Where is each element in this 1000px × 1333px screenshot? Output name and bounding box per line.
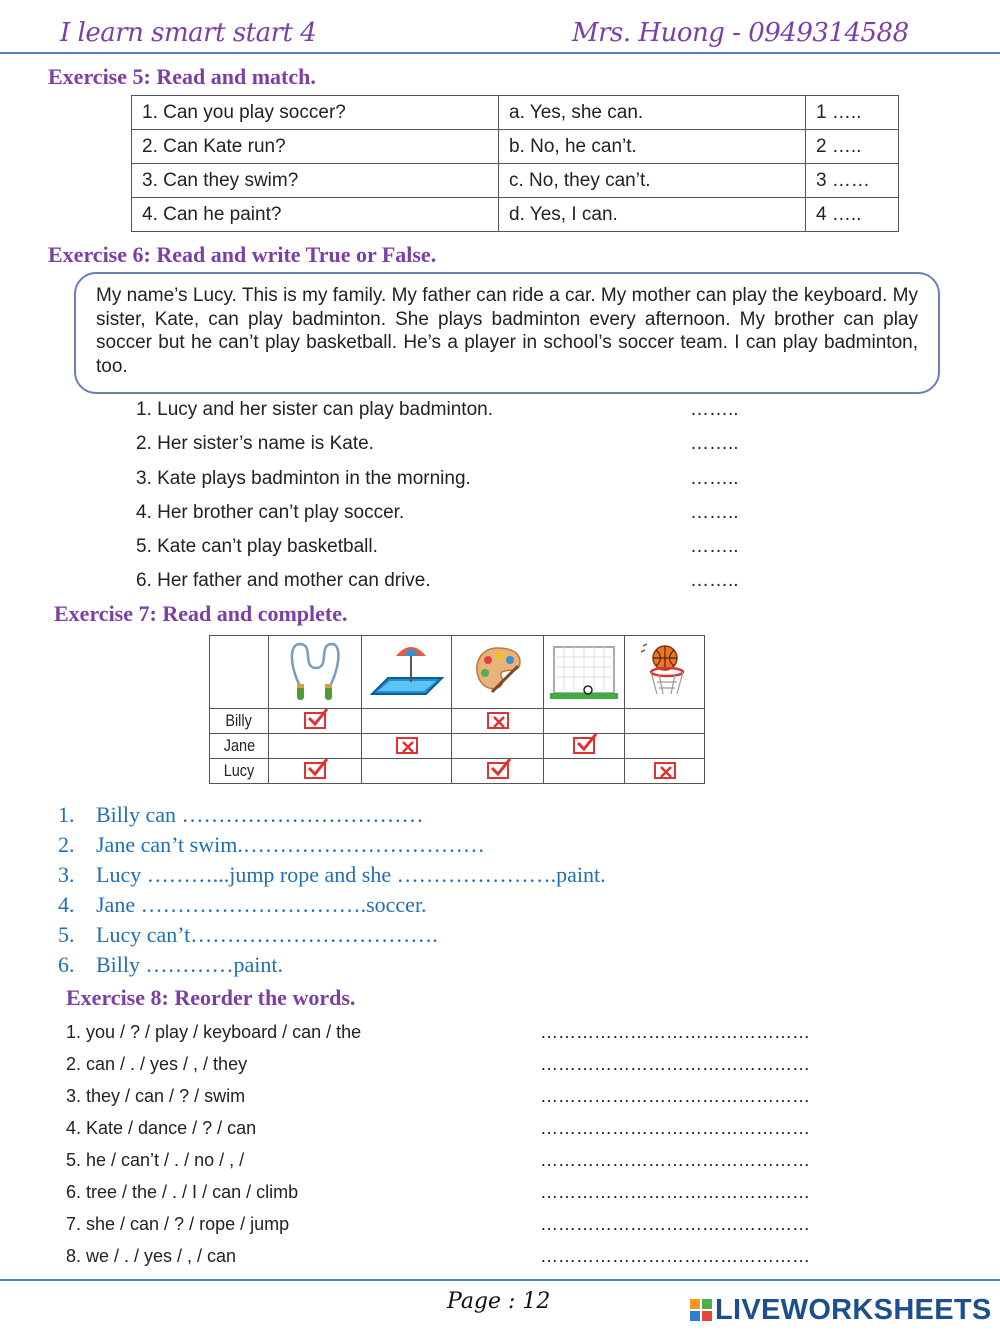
grid-cell — [269, 709, 362, 734]
table-row — [132, 96, 899, 130]
exercise-5-title: Exercise 5: Read and match. — [48, 64, 316, 89]
reading-passage: My name’s Lucy. This is my family. My father can ride a car. My mother can play the keyboard. My sister, Kate, can play badminton. She plays badminton every afternoon. My brother can play soccer but he can’t play basketball. He’s a player in school’s soccer team. I can play badminton, too. — [74, 272, 940, 394]
brand-text: LIVEWORKSHEETS — [715, 1294, 992, 1326]
check-mark-icon — [487, 762, 509, 779]
scrambled-words: 4. Kate / dance / ? / can — [66, 1118, 257, 1138]
grid-cell — [452, 734, 544, 759]
empty-corner-cell — [210, 636, 269, 709]
exercise-8-title: Exercise 8: Reorder the words. — [66, 985, 356, 1010]
sentence-number: 6. — [58, 952, 75, 977]
grid-cell — [362, 709, 452, 734]
cross-mark-icon — [396, 737, 418, 754]
true-false-item — [136, 502, 756, 524]
student-name-cell — [210, 734, 269, 759]
table-row — [132, 130, 899, 164]
scrambled-words: 7. she / can / ? / rope / jump — [66, 1214, 290, 1234]
reorder-item — [66, 1086, 810, 1107]
sentence-number: 1. — [58, 802, 75, 827]
true-false-item — [136, 433, 756, 455]
question-cell: 3. Can they swim? — [132, 164, 499, 198]
answer-blank[interactable]: …….. — [690, 536, 739, 557]
grid-row-jane — [210, 734, 705, 759]
check-mark-icon — [573, 737, 595, 754]
header-left-title: I learn smart start 4 — [60, 18, 317, 48]
table-row — [132, 198, 899, 232]
reorder-item — [66, 1150, 810, 1171]
true-false-item — [136, 399, 756, 421]
completion-sentence[interactable] — [58, 862, 606, 888]
match-blank-cell[interactable]: 3 …… — [806, 164, 899, 198]
soccer-goal-icon — [544, 636, 625, 709]
grid-row-billy — [210, 709, 705, 734]
header-divider — [0, 52, 1000, 54]
page-number: Page : 12 — [447, 1289, 551, 1314]
completion-sentence[interactable] — [58, 952, 283, 978]
scrambled-words: 6. tree / the / . / I / can / climb — [66, 1182, 299, 1202]
grid-cell — [544, 709, 625, 734]
grid-cell — [625, 759, 705, 784]
student-name: Jane — [223, 736, 255, 755]
sentence-text: Jane ………………………….soccer. — [96, 892, 427, 917]
answer-cell: b. No, he can’t. — [499, 130, 806, 164]
activity-grid — [209, 635, 705, 784]
scrambled-words: 2. can / . / yes / , / they — [66, 1054, 248, 1074]
statement-text: 3. Kate plays badminton in the morning. — [136, 468, 471, 489]
sentence-text: Lucy can’t……………………………. — [96, 922, 438, 947]
grid-cell — [452, 709, 544, 734]
exercise-7-title: Exercise 7: Read and complete. — [54, 601, 348, 626]
check-mark-icon — [304, 762, 326, 779]
grid-cell — [452, 759, 544, 784]
true-false-item — [136, 570, 756, 592]
sentence-number: 5. — [58, 922, 75, 947]
jump-rope-icon — [269, 636, 362, 709]
grid-cell — [269, 759, 362, 784]
check-mark-icon — [304, 712, 326, 729]
answer-blank[interactable]: ……………………………………… — [540, 1246, 810, 1266]
match-blank-cell[interactable]: 1 ….. — [806, 96, 899, 130]
liveworksheets-logo-icon — [690, 1296, 712, 1318]
grid-cell — [544, 759, 625, 784]
student-name-cell — [210, 759, 269, 784]
liveworksheets-brand[interactable] — [690, 1294, 992, 1327]
answer-cell: c. No, they can’t. — [499, 164, 806, 198]
student-name: Billy — [225, 711, 253, 730]
answer-blank[interactable]: ……………………………………… — [540, 1054, 810, 1074]
reorder-item — [66, 1118, 810, 1139]
statement-text: 4. Her brother can’t play soccer. — [136, 502, 405, 523]
exercise-6-title: Exercise 6: Read and write True or False. — [48, 242, 437, 267]
completion-sentence[interactable] — [58, 802, 424, 828]
grid-cell — [544, 734, 625, 759]
reorder-item — [66, 1054, 810, 1075]
reorder-item — [66, 1214, 810, 1235]
grid-row-lucy — [210, 759, 705, 784]
sentence-text: Billy can …………………………… — [96, 802, 424, 827]
completion-sentence[interactable] — [58, 892, 427, 918]
statement-text: 5. Kate can’t play basketball. — [136, 536, 378, 557]
scrambled-words: 3. they / can / ? / swim — [66, 1086, 246, 1106]
sentence-number: 3. — [58, 862, 75, 887]
scrambled-words: 5. he / can’t / . / no / , / — [66, 1150, 245, 1170]
grid-cell — [269, 734, 362, 759]
statement-text: 2. Her sister’s name is Kate. — [136, 433, 374, 454]
student-name-cell — [210, 709, 269, 734]
scrambled-words: 8. we / . / yes / , / can — [66, 1246, 237, 1266]
answer-blank[interactable]: ……………………………………… — [540, 1022, 810, 1042]
grid-cell — [625, 734, 705, 759]
answer-cell: a. Yes, she can. — [499, 96, 806, 130]
answer-blank[interactable]: …….. — [690, 399, 739, 420]
question-cell: 2. Can Kate run? — [132, 130, 499, 164]
scrambled-words: 1. you / ? / play / keyboard / can / the — [66, 1022, 362, 1042]
completion-sentence[interactable] — [58, 922, 438, 948]
header-right-author: Mrs. Huong - 0949314588 — [572, 18, 909, 48]
reorder-item — [66, 1246, 810, 1267]
paint-palette-icon — [452, 636, 544, 709]
answer-blank[interactable]: …….. — [690, 502, 739, 523]
swimming-pool-icon — [362, 636, 452, 709]
answer-blank[interactable]: ……………………………………… — [540, 1118, 810, 1138]
answer-blank[interactable]: ……………………………………… — [540, 1182, 810, 1202]
footer-divider — [0, 1279, 1000, 1281]
sentence-text: Jane can’t swim.…………………………… — [96, 832, 485, 857]
sentence-text: Billy …………paint. — [96, 952, 283, 977]
answer-blank[interactable]: …….. — [690, 433, 739, 454]
answer-blank[interactable]: …….. — [690, 570, 739, 591]
table-row — [132, 164, 899, 198]
completion-sentence[interactable] — [58, 832, 485, 858]
answer-blank[interactable]: ……………………………………… — [540, 1086, 810, 1106]
grid-cell — [362, 759, 452, 784]
cross-mark-icon — [487, 712, 509, 729]
activity-icons-row — [210, 636, 705, 709]
question-cell: 1. Can you play soccer? — [132, 96, 499, 130]
answer-blank[interactable]: ……………………………………… — [540, 1150, 810, 1170]
basketball-hoop-icon — [625, 636, 705, 709]
cross-mark-icon — [654, 762, 676, 779]
question-cell: 4. Can he paint? — [132, 198, 499, 232]
true-false-item — [136, 536, 756, 558]
answer-blank[interactable]: …….. — [690, 468, 739, 489]
reorder-item — [66, 1022, 810, 1043]
statement-text: 6. Her father and mother can drive. — [136, 570, 431, 591]
student-name: Lucy — [223, 761, 255, 780]
answer-blank[interactable]: ……………………………………… — [540, 1214, 810, 1234]
sentence-text: Lucy ………...jump rope and she ………………….paint. — [96, 862, 606, 887]
sentence-number: 2. — [58, 832, 75, 857]
sentence-number: 4. — [58, 892, 75, 917]
true-false-item — [136, 468, 756, 490]
grid-cell — [362, 734, 452, 759]
answer-cell: d. Yes, I can. — [499, 198, 806, 232]
statement-text: 1. Lucy and her sister can play badminton. — [136, 399, 493, 420]
reorder-item — [66, 1182, 810, 1203]
grid-cell — [625, 709, 705, 734]
exercise-5-match-table — [131, 95, 899, 232]
match-blank-cell[interactable]: 2 ….. — [806, 130, 899, 164]
match-blank-cell[interactable]: 4 ….. — [806, 198, 899, 232]
